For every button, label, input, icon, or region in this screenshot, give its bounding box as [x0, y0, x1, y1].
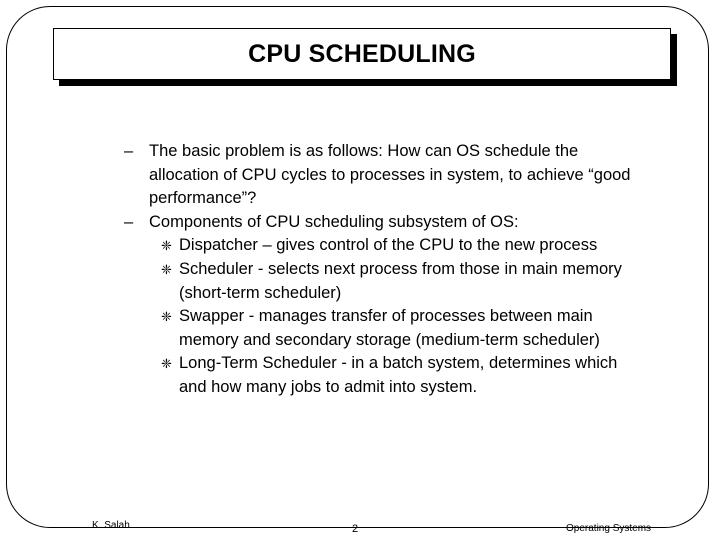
sub-bullet-point	[124, 258, 644, 305]
footer-author: K. Salah	[92, 520, 130, 531]
slide-title: CPU SCHEDULING	[248, 39, 476, 68]
sub-bullet-text: Long-Term Scheduler - in a batch system, determines which and how many jobs to admit into system.	[179, 354, 618, 396]
sub-bullet-point	[124, 352, 644, 399]
bullet-text: The basic problem is as follows: How can OS schedule the allocation of CPU cycles to processes in system, to achieve “good performance”?	[149, 142, 631, 208]
dash-marker: –	[124, 212, 134, 231]
bullet-icon: ❈	[161, 238, 172, 254]
bullet-icon: ❈	[161, 356, 172, 372]
bullet-text: Components of CPU scheduling subsystem of OS:	[149, 212, 519, 231]
bullet-point	[124, 140, 644, 211]
sub-bullet-text: Dispatcher – gives control of the CPU to the new process	[179, 236, 598, 255]
sub-bullet-point	[124, 305, 644, 352]
dash-marker: –	[124, 142, 134, 160]
bullet-icon: ❈	[161, 309, 172, 325]
footer-course: Operating Systems	[566, 523, 652, 534]
sub-bullet-text: Scheduler - selects next process from those in main memory (short-term scheduler)	[179, 259, 622, 302]
footer-page-number: 2	[352, 523, 359, 535]
slide-content	[124, 140, 644, 400]
bullet-point	[124, 211, 644, 235]
title-box	[53, 28, 671, 80]
sub-bullet-point	[124, 234, 644, 258]
sub-bullet-text: Swapper - manages transfer of processes between main memory and secondary storage (medium-term scheduler)	[179, 307, 600, 349]
bullet-icon: ❈	[161, 261, 172, 277]
